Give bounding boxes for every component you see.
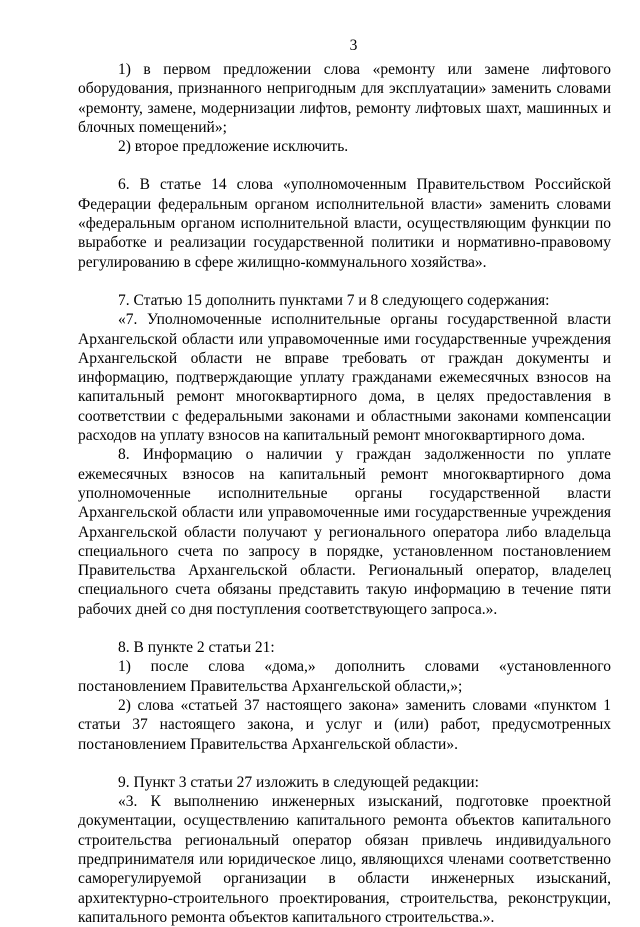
paragraph-article-21-item-1: 1) после слова «дома,» дополнить словами «установленного постановлением Правительства Архангельской области,»; xyxy=(78,658,611,695)
paragraph-article-15-point-8: 8. Информацию о наличии у граждан задолженности по уплате ежемесячных взносов на капитальный ремонт многоквартирного дома уполномоченные исполнительные органы государственной власти Архангельской области или управомоченные ими государственные учреждения Архангельской области получают у регионального оператора либо владельца специального счета по запросу в порядке, установленном постановлением Правительства Архангельской области. Региональный оператор, владелец специального счета обязаны представить такую информацию в течение пяти рабочих дней со дня поступления соответствующего запроса.». xyxy=(78,446,611,618)
paragraph-article-21-item-2: 2) слова «статьей 37 настоящего закона» заменить словами «пунктом 1 статьи 37 настоящего закона, и услуг и (или) работ, предусмотренных постановлением Правительства Архангельской области». xyxy=(78,696,611,753)
paragraph-article-14: 6. В статье 14 слова «уполномоченным Правительством Российской Федерации федеральным органом исполнительной власти» заменить словами «федеральным органом исполнительной власти, осуществляющим функции по выработке и реализации государственной политики и нормативно-правовому регулированию в сфере жилищно-коммунального хозяйства». xyxy=(78,176,611,271)
spacer xyxy=(78,619,611,638)
spacer xyxy=(78,754,611,773)
spacer xyxy=(78,156,611,175)
paragraph-article-21-intro: 8. В пункте 2 статьи 21: xyxy=(118,639,275,657)
paragraph-article-27-point-3: «3. К выполнению инженерных изысканий, подготовке проектной документации, осуществлению капитального ремонта объектов капитального строительства региональный оператор обязан привлечь индивидуального предпринимателя или юридическое лицо, являющихся членами соответственно саморегулируемой организации в области инженерных изысканий, архитектурно-строительного проектирования, строительства, реконструкции, капитального ремонта объектов капитального строительства.». xyxy=(78,793,611,926)
paragraph-article-15-point-7: «7. Уполномоченные исполнительные органы государственной власти Архангельской области или управомоченные ими государственные учреждения Архангельской области не вправе требовать от граждан документы и информацию, подтверждающие уплату гражданами ежемесячных взносов на капитальный ремонт многоквартирного дома, в целях предоставления в соответствии с федеральными законами и областными законами компенсации расходов на уплату взносов на капитальный ремонт многоквартирного дома. xyxy=(78,311,611,445)
page-number: 3 xyxy=(349,37,358,54)
paragraph-item-1: 1) в первом предложении слова «ремонту или замене лифтового оборудования, признанного непригодным для эксплуатации» заменить словами «ремонту, замене, модернизации лифтов, ремонту лифтовых шахт, машинных и блочных помещений»; xyxy=(78,61,611,136)
paragraph-article-15-intro: 7. Статью 15 дополнить пунктами 7 и 8 следующего содержания: xyxy=(118,291,550,309)
document-page xyxy=(78,36,611,927)
paragraph-article-27-intro: 9. Пункт 3 статьи 27 изложить в следующей редакции: xyxy=(118,773,479,791)
spacer xyxy=(78,272,611,291)
paragraph-item-2: 2) второе предложение исключить. xyxy=(118,138,349,156)
